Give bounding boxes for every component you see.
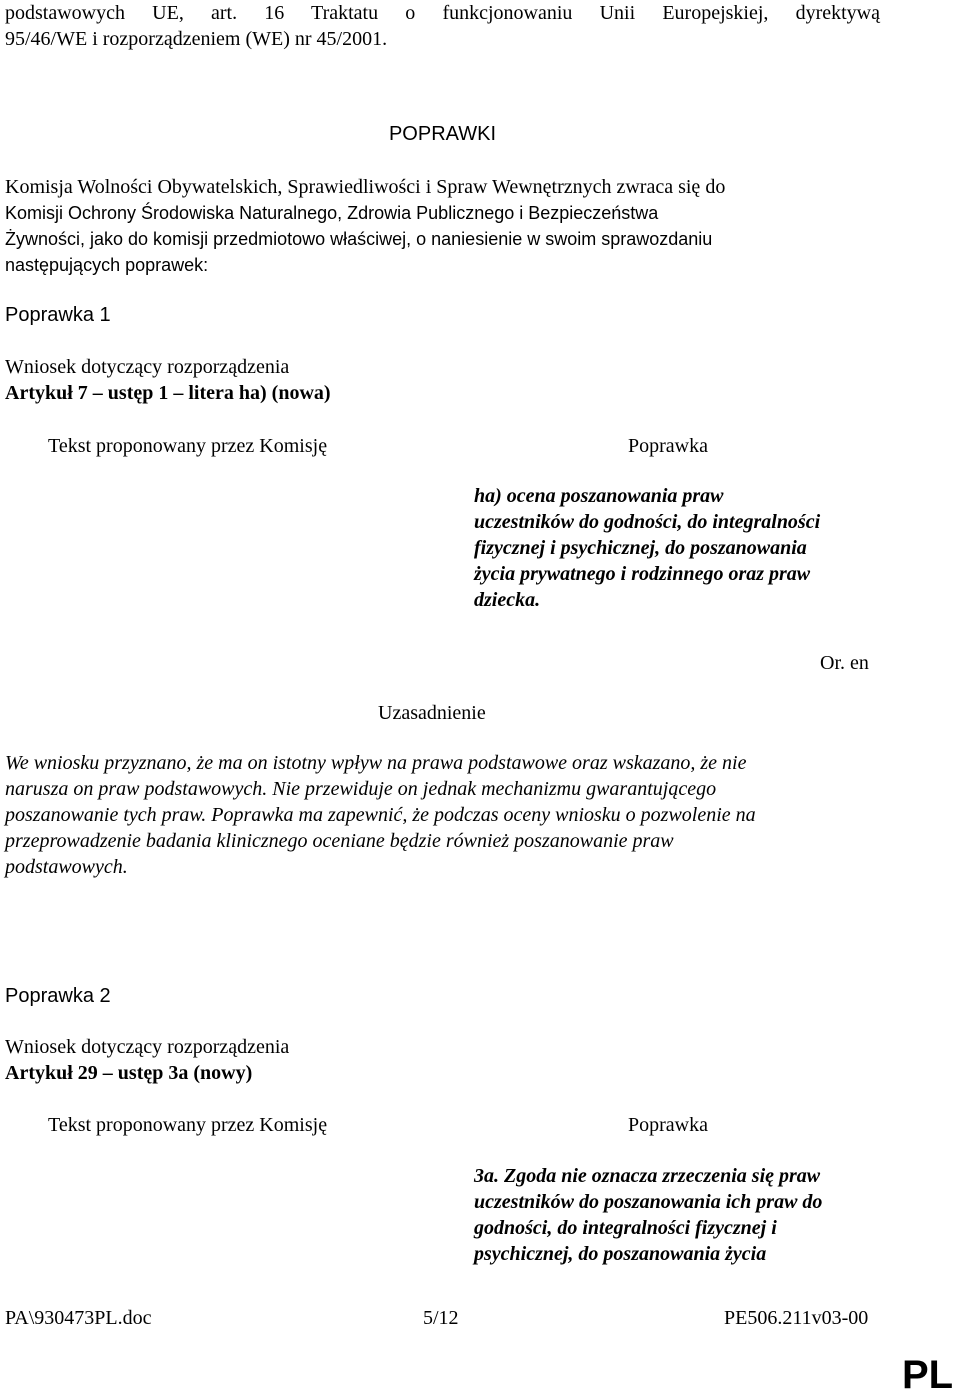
justification-line: narusza on praw podstawowych. Nie przewiduje on jednak mechanizmu gwarantującego xyxy=(5,778,717,800)
opening-line-4: następujących poprawek: xyxy=(5,255,209,275)
proposal-reference: Wniosek dotyczący rozporządzenia xyxy=(5,356,290,378)
column-header-amendment: Poprawka xyxy=(628,1114,708,1136)
amendment-text-line: uczestników do poszanowania ich praw do xyxy=(474,1191,823,1213)
column-header-commission-text: Tekst proponowany przez Komisję xyxy=(48,1114,328,1136)
intro-line-2: 95/46/WE i rozporządzeniem (WE) nr 45/2001. xyxy=(5,28,388,50)
column-header-amendment: Poprawka xyxy=(628,435,708,457)
amendment-text-line: fizycznej i psychicznej, do poszanowania xyxy=(474,537,807,559)
opening-line-1: Komisja Wolności Obywatelskich, Sprawiedliwości i Spraw Wewnętrznych zwraca się do xyxy=(5,176,726,198)
amendment-text-line: ha) ocena poszanowania praw xyxy=(474,485,724,507)
amendment-title: Poprawka 2 xyxy=(5,985,111,1007)
justification-line: We wniosku przyznano, że ma on istotny wpływ na prawa podstawowe oraz wskazano, że nie xyxy=(5,752,747,774)
amendment-title: Poprawka 1 xyxy=(5,304,111,326)
column-header-commission-text: Tekst proponowany przez Komisję xyxy=(48,435,328,457)
justification-line: podstawowych. xyxy=(5,856,128,878)
amendment-text-line: godności, do integralności fizycznej i xyxy=(474,1217,777,1239)
language-mark: PL xyxy=(902,1353,954,1397)
amendment-text-line: dziecka. xyxy=(474,589,541,611)
opening-line-2: Komisji Ochrony Środowiska Naturalnego, Zdrowia Publicznego i Bezpieczeństwa xyxy=(5,203,659,223)
amendment-text-line: psychicznej, do poszanowania życia xyxy=(474,1243,767,1265)
document-reference: PA\930473PL.doc xyxy=(5,1307,152,1329)
opening-line-3: Żywności, jako do komisji przedmiotowo właściwej, o naniesienie w swoim sprawozdaniu xyxy=(5,229,713,249)
article-reference: Artykuł 7 – ustęp 1 – litera ha) (nowa) xyxy=(5,382,331,404)
amendment-text-line: 3a. Zgoda nie oznacza zrzeczenia się praw xyxy=(474,1165,821,1187)
justification-line: poszanowanie tych praw. Poprawka ma zapewnić, że podczas oceny wniosku o pozwolenie na xyxy=(5,804,756,826)
amendment-text-line: życia prywatnego i rodzinnego oraz praw xyxy=(474,563,811,585)
justification-line: przeprowadzenie badania klinicznego oceniane będzie również poszanowanie praw xyxy=(5,830,674,852)
original-language-note: Or. en xyxy=(820,652,869,674)
page-number: 5/12 xyxy=(423,1307,459,1329)
amendment-text-line: uczestników do godności, do integralności xyxy=(474,511,821,533)
pe-reference: PE506.211v03-00 xyxy=(724,1307,869,1329)
article-reference: Artykuł 29 – ustęp 3a (nowy) xyxy=(5,1062,253,1084)
proposal-reference: Wniosek dotyczący rozporządzenia xyxy=(5,1036,290,1058)
page-heading: POPRAWKI xyxy=(388,123,497,145)
intro-line-1: podstawowych UE, art. 16 Traktatu o funkcjonowaniu Unii Europejskiej, dyrektywą xyxy=(5,2,880,24)
justification-heading: Uzasadnienie xyxy=(378,702,486,724)
